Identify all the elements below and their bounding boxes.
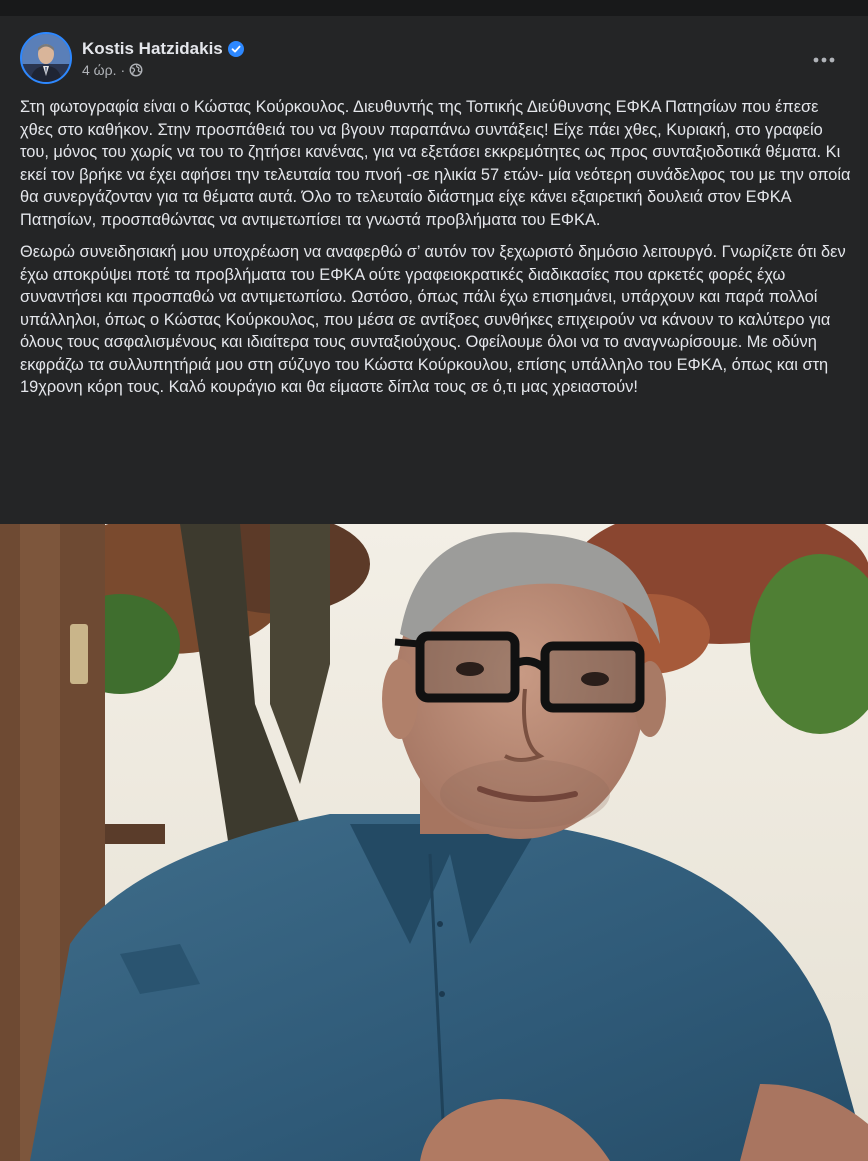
post-text <box>20 96 852 409</box>
meta-separator: · <box>120 61 126 78</box>
post-photo[interactable] <box>0 524 868 1161</box>
post-header <box>20 32 244 84</box>
verified-badge-icon <box>228 41 244 57</box>
author-line <box>82 39 244 59</box>
post-timestamp[interactable]: 4 ώρ. <box>82 61 117 78</box>
post-meta <box>82 62 244 78</box>
post-paragraph-1: Στη φωτογραφία είναι ο Κώστας Κούρκουλος. Διευθυντής της Τοπικής Διεύθυνσης ΕΦΚΑ Πατησίων που έπεσε χθες στο καθήκον. Στην προσπάθειά του να βγουν παραπάνω συντάξεις! Είχε πάει χθες, Κυριακή, στο γραφείο του, μόνος του χωρίς να του το ζητήσει κανένας, για να εξετάσει εκκρεμότητες ως προς συνταξιοδοτικά θέματα. Κι εκεί τον βρήκε να έχει αφήσει την τελευταία του πνοή -σε ηλικία 57 ετών- μία νεότερη συνάδελφος του με την οποία θα συνεργάζονταν για τα θέματα αυτά. Όλο το τελευταίο διάστημα είχε κάνει εξαιρετική δουλειά στον ΕΦΚΑ Πατησίων, προσπαθώντας να αντιμετωπίσει τα γνωστά προβλήματα του ΕΦΚΑ. <box>20 98 851 229</box>
more-options-button[interactable] <box>806 42 842 78</box>
post-card <box>0 16 868 1161</box>
portrait-photo <box>0 524 868 1161</box>
author-block <box>82 39 244 78</box>
author-name[interactable]: Kostis Hatzidakis <box>82 38 223 58</box>
more-options-icon <box>813 57 835 63</box>
author-avatar[interactable] <box>20 32 72 84</box>
post-paragraph-2: Θεωρώ συνειδησιακή μου υποχρέωση να αναφερθώ σ’ αυτόν τον ξεχωριστό δημόσιο λειτουργό. Γνωρίζετε ότι δεν έχω αποκρύψει ποτέ τα προβλήματα του ΕΦΚΑ ούτε γραφειοκρατικές διαδικασίες που αρκετές φορές έχω συναντήσει και προσπαθώ να αντιμετωπίσω. Ωστόσο, όπως πάλι έχω επισημάνει, υπάρχουν και παρά πολλοί υπάλληλοι, όπως ο Κώστας Κούρκουλος, που μέσα σε αντίξοες συνθήκες επιχειρούν να κάνουν το καλύτερο για όλους τους ασφαλισμένους και ιδιαίτερα τους συνταξιούχους. Οφείλουμε όλοι να το αναγνωρίσουμε. Με οδύνη εκφράζω τα συλλυπητήριά μου στη σύζυγο του Κώστα Κούρκουλου, επίσης υπάλληλο του ΕΦΚΑ, όπως και στη 19χρονη κόρη τους. Καλό κουράγιο και θα είμαστε δίπλα τους σε ό,τι μας χρειαστούν! <box>20 243 846 396</box>
avatar-image <box>22 34 70 82</box>
globe-icon[interactable] <box>129 63 143 77</box>
